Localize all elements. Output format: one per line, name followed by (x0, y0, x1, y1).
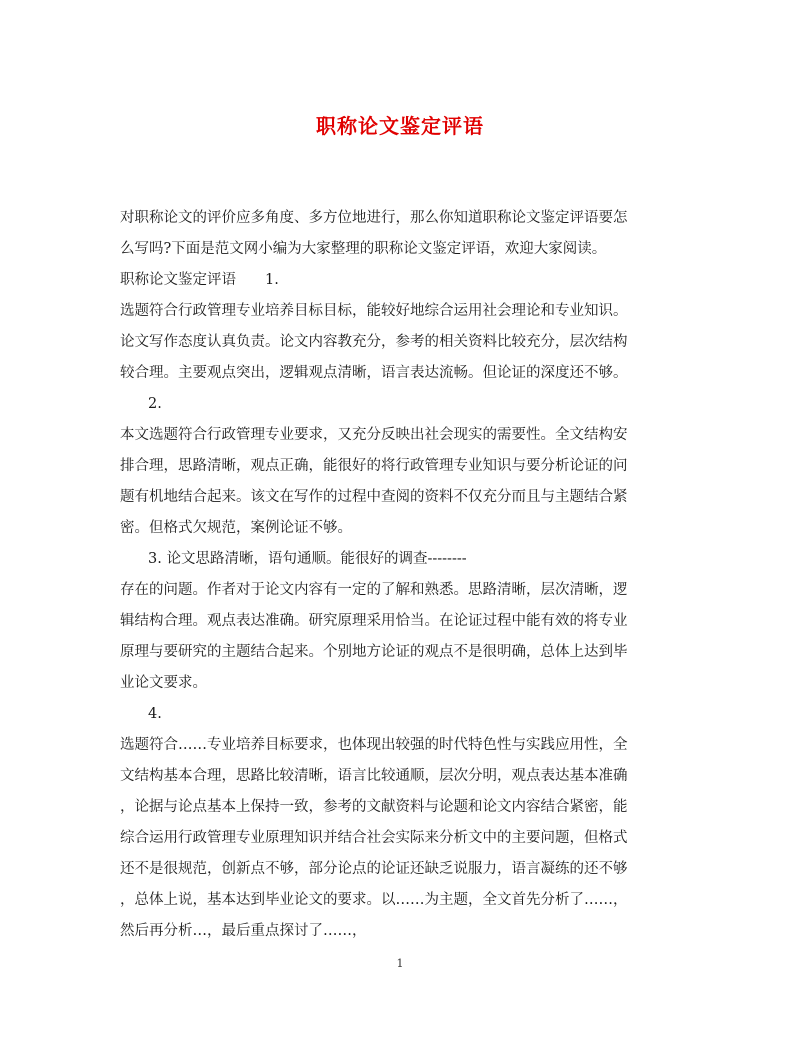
body-line-numbered: 3. 论文思路清晰，语句通顺。能很好的调查-------- (148, 551, 467, 567)
body-line: 论文写作态度认真负责。论文内容教充分，参考的相关资料比较充分，层次结构 (120, 334, 628, 350)
page-number: 1 (396, 957, 404, 970)
body-line: 本文选题符合行政管理专业要求，又充分反映出社会现实的需要性。全文结构安 (120, 427, 628, 443)
body-line: 题有机地结合起来。该文在写作的过程中查阅的资料不仅充分而且与主题结合紧 (120, 489, 628, 505)
body-line: 选题符合行政管理专业培养目标目标，能较好地综合运用社会理论和专业知识。 (120, 303, 628, 319)
body-line: 么写吗?下面是范文网小编为大家整理的职称论文鉴定评语，欢迎大家阅读。 (120, 241, 607, 257)
body-line: 对职称论文的评价应多角度、多方位地进行，那么你知道职称论文鉴定评语要怎 (120, 210, 628, 226)
body-line: 存在的问题。作者对于论文内容有一定的了解和熟悉。思路清晰，层次清晰，逻 (120, 582, 628, 598)
body-line: 职称论文鉴定评语 1. (120, 272, 279, 288)
document-title: 职称论文鉴定评语 (316, 114, 484, 138)
body-line: 辑结构合理。观点表达准确。研究原理采用恰当。在论证过程中能有效的将专业 (120, 613, 628, 629)
body-line: 文结构基本合理，思路比较清晰，语言比较通顺，层次分明，观点表达基本准确 (120, 768, 628, 784)
body-line: ，论据与论点基本上保持一致，参考的文献资料与论题和论文内容结合紧密，能 (120, 799, 628, 815)
body-line: 选题符合……专业培养目标要求，也体现出较强的时代特色性与实践应用性，全 (120, 737, 628, 753)
document-body (120, 203, 688, 947)
body-line-numbered: 4. (148, 706, 162, 722)
body-line: 密。但格式欠规范，案例论证不够。 (120, 520, 352, 536)
body-line: ，总体上说，基本达到毕业论文的要求。以……为主题，全文首先分析了……， (120, 892, 628, 908)
body-line: 业论文要求。 (120, 675, 207, 691)
body-line: 然后再分析…，最后重点探讨了……， (120, 923, 367, 939)
body-line: 还不是很规范，创新点不够，部分论点的论证还缺乏说服力，语言凝练的还不够 (120, 861, 628, 877)
body-line: 综合运用行政管理专业原理知识并结合社会实际来分析文中的主要问题，但格式 (120, 830, 628, 846)
body-line: 较合理。主要观点突出，逻辑观点清晰，语言表达流畅。但论证的深度还不够。 (120, 365, 628, 381)
body-line: 原理与要研究的主题结合起来。个别地方论证的观点不是很明确，总体上达到毕 (120, 644, 628, 660)
body-line: 排合理，思路清晰，观点正确，能很好的将行政管理专业知识与要分析论证的问 (120, 458, 628, 474)
body-line-numbered: 2. (148, 396, 162, 412)
